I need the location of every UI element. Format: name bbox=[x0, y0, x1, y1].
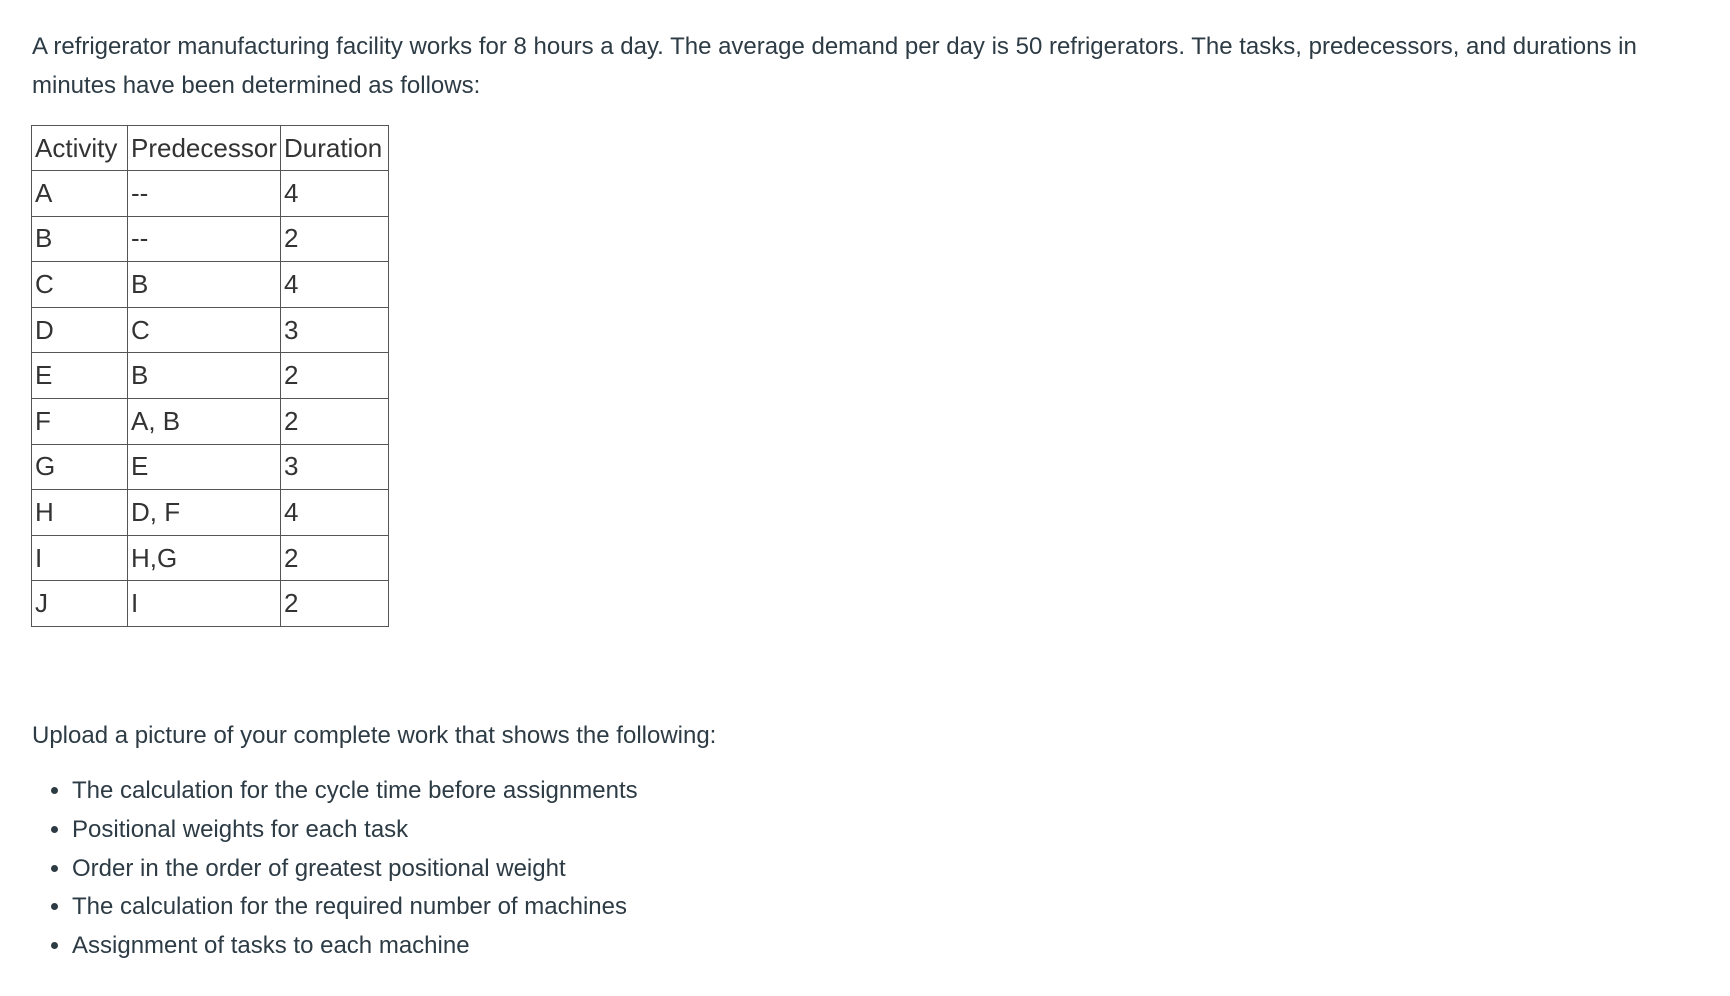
task-table bbox=[31, 125, 389, 627]
header-predecessor: Predecessor bbox=[128, 126, 281, 171]
table-row bbox=[32, 581, 389, 627]
list-item: • Order in the order of greatest positional weight bbox=[72, 850, 638, 889]
activity-cell: C bbox=[32, 262, 128, 308]
predecessor-cell: I bbox=[128, 581, 281, 627]
activity-cell: A bbox=[32, 171, 128, 217]
table-row bbox=[32, 171, 389, 217]
activity-cell: E bbox=[32, 353, 128, 399]
upload-instructions: Upload a picture of your complete work that shows the following: bbox=[32, 722, 717, 749]
table-row bbox=[32, 353, 389, 399]
predecessor-cell: -- bbox=[128, 216, 281, 262]
predecessor-cell: B bbox=[128, 262, 281, 308]
predecessor-cell: D, F bbox=[128, 490, 281, 536]
list-item: • Assignment of tasks to each machine bbox=[72, 927, 638, 966]
predecessor-cell: H,G bbox=[128, 535, 281, 581]
table-row bbox=[32, 444, 389, 490]
table-row bbox=[32, 216, 389, 262]
intro-paragraph: A refrigerator manufacturing facility works for 8 hours a day. The average demand per day is 50 refrigerators. The tasks, predecessors, and durations in minutes have been determined as follows: bbox=[32, 33, 1637, 99]
activity-cell: G bbox=[32, 444, 128, 490]
duration-cell: 4 bbox=[280, 171, 388, 217]
activity-cell: H bbox=[32, 490, 128, 536]
duration-cell: 2 bbox=[280, 216, 388, 262]
header-duration: Duration bbox=[280, 126, 388, 171]
activity-cell: B bbox=[32, 216, 128, 262]
activity-cell: J bbox=[32, 581, 128, 627]
predecessor-cell: E bbox=[128, 444, 281, 490]
table-row bbox=[32, 490, 389, 536]
table-header-row bbox=[32, 126, 389, 171]
duration-cell: 3 bbox=[280, 444, 388, 490]
duration-cell: 4 bbox=[280, 262, 388, 308]
table-row bbox=[32, 262, 389, 308]
duration-cell: 2 bbox=[280, 535, 388, 581]
predecessor-cell: B bbox=[128, 353, 281, 399]
predecessor-cell: C bbox=[128, 307, 281, 353]
table-row bbox=[32, 398, 389, 444]
duration-cell: 2 bbox=[280, 581, 388, 627]
list-item: • Positional weights for each task bbox=[72, 811, 638, 850]
header-activity: Activity bbox=[32, 126, 128, 171]
requirements-list bbox=[32, 772, 638, 966]
duration-cell: 4 bbox=[280, 490, 388, 536]
predecessor-cell: -- bbox=[128, 171, 281, 217]
duration-cell: 3 bbox=[280, 307, 388, 353]
table-row bbox=[32, 307, 389, 353]
list-item: • The calculation for the required number of machines bbox=[72, 888, 638, 927]
activity-cell: D bbox=[32, 307, 128, 353]
table-row bbox=[32, 535, 389, 581]
duration-cell: 2 bbox=[280, 398, 388, 444]
list-item: • The calculation for the cycle time before assignments bbox=[72, 772, 638, 811]
activity-cell: F bbox=[32, 398, 128, 444]
duration-cell: 2 bbox=[280, 353, 388, 399]
predecessor-cell: A, B bbox=[128, 398, 281, 444]
activity-cell: I bbox=[32, 535, 128, 581]
